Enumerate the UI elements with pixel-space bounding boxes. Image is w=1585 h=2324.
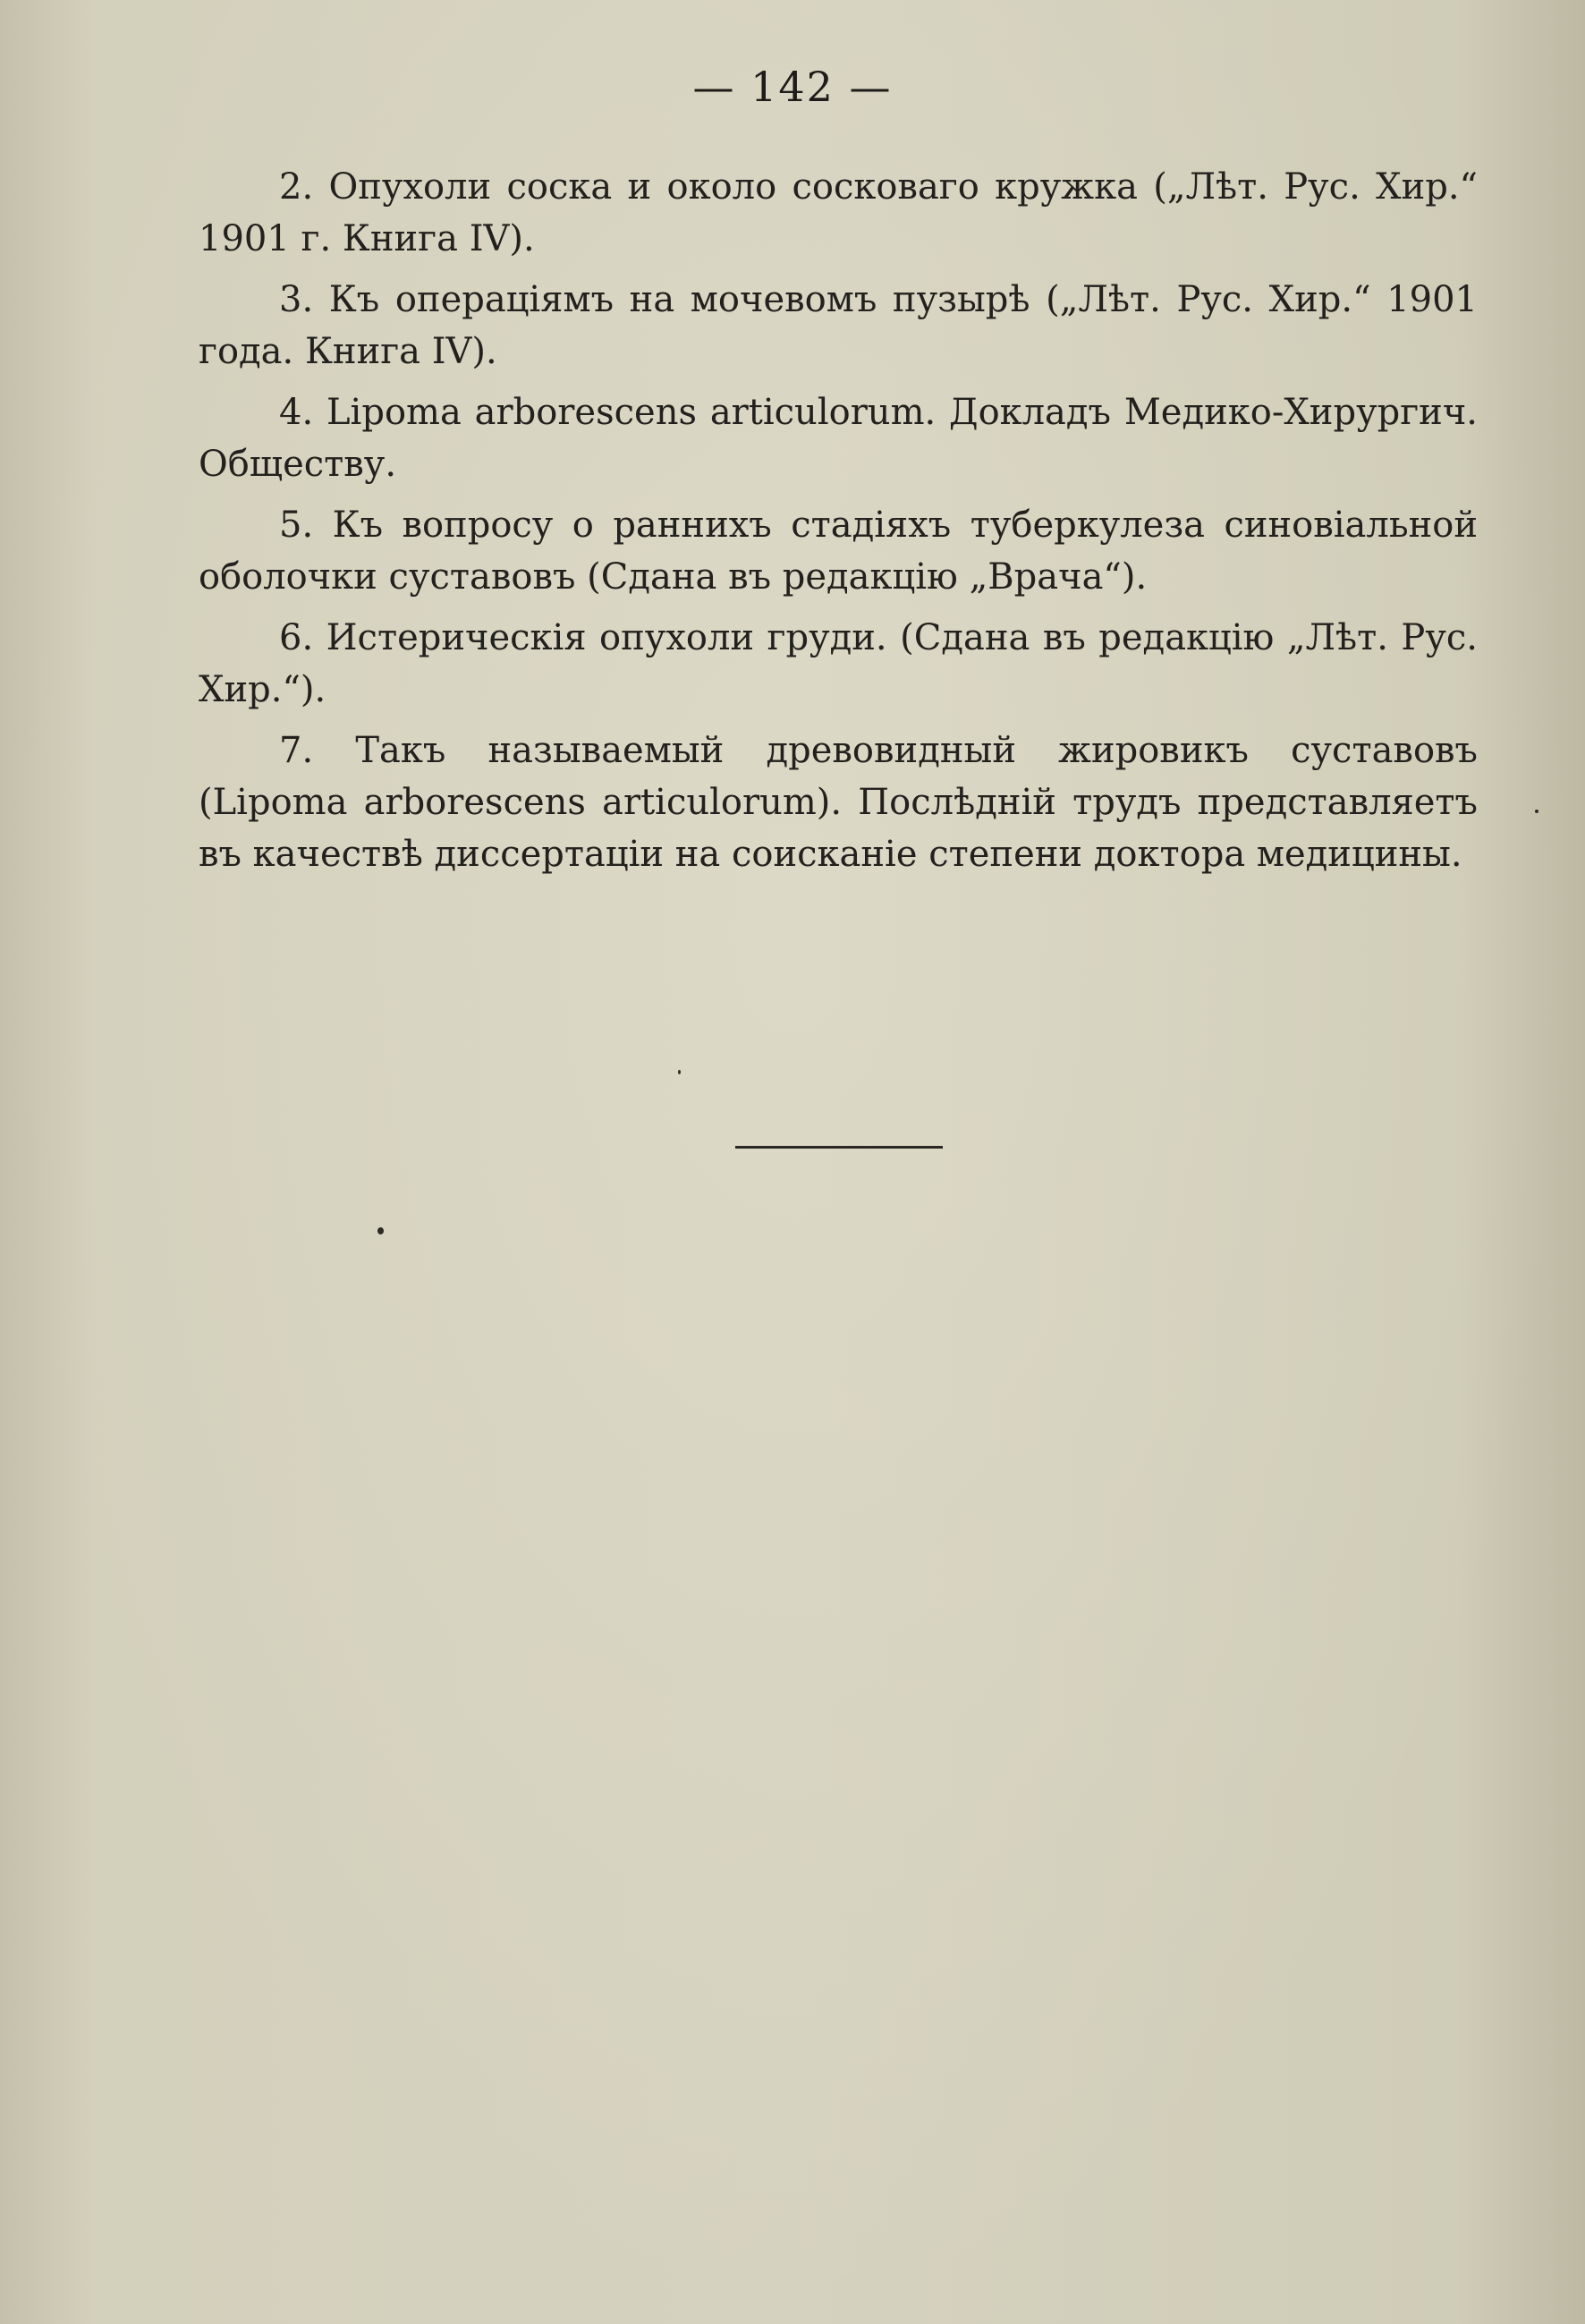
publication-list xyxy=(199,161,1478,889)
page-number: — 142 — xyxy=(692,63,893,111)
end-divider xyxy=(735,1146,943,1149)
list-item: 7. Такъ называемый древовидный жировикъ суставовъ (Lipoma arborescens articulorum). Послѣдній трудъ представляетъ въ качествѣ диссертаціи на соисканіе степени доктора медицины. xyxy=(199,730,1478,875)
list-item: 3. Къ операціямъ на мочевомъ пузырѣ („Лѣт. Рус. Хир.“ 1901 года. Книга IV). xyxy=(199,279,1478,372)
ink-speck xyxy=(678,1070,681,1074)
list-item: 6. Истерическія опухоли груди. (Сдана въ редакцію „Лѣт. Рус. Хир.“). xyxy=(199,617,1478,710)
list-item: 5. Къ вопросу о раннихъ стадіяхъ туберкулеза синовіальной оболочки суставовъ (Сдана въ редакцію „Врача“). xyxy=(199,505,1478,598)
ink-speck xyxy=(377,1227,384,1234)
list-item: 2. Опухоли соска и около сосковаго кружка („Лѣт. Рус. Хир.“ 1901 г. Книга IV). xyxy=(199,166,1478,259)
list-item: 4. Lipoma arborescens articulorum. Докладъ Медико-Хирургич. Обществу. xyxy=(199,392,1478,485)
ink-speck xyxy=(1535,810,1538,813)
